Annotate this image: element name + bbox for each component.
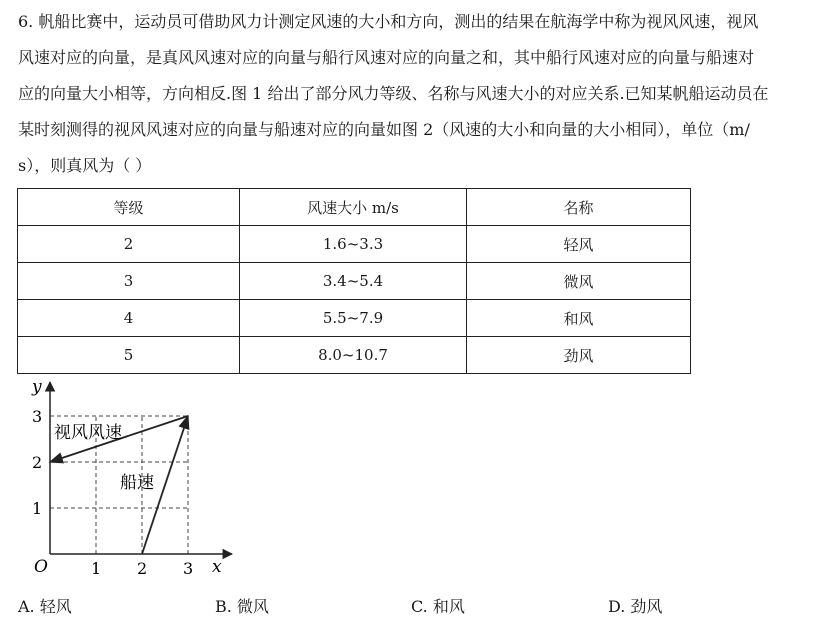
table-row <box>18 226 691 263</box>
cell-level: 4 <box>18 300 240 337</box>
cell-name: 和风 <box>467 300 691 337</box>
cell-speed: 8.0~10.7 <box>240 337 467 374</box>
cell-speed: 1.6~3.3 <box>240 226 467 263</box>
header-name: 名称 <box>467 189 691 226</box>
choice-c[interactable]: C. 和风 <box>411 597 465 616</box>
cell-speed: 5.5~7.9 <box>240 300 467 337</box>
vector-figure <box>0 376 240 576</box>
apparent-wind-label: 视风风速 <box>54 423 122 443</box>
wind-level-table <box>17 188 691 374</box>
question-line-4: 某时刻测得的视风风速对应的向量与船速对应的向量如图 2（风速的大小和向量的大小相同），单位（m/ <box>18 120 750 139</box>
cell-level: 3 <box>18 263 240 300</box>
y-tick-1: 1 <box>32 499 43 518</box>
y-axis-label: y <box>32 377 42 397</box>
origin-label: O <box>34 557 48 576</box>
cell-level: 5 <box>18 337 240 374</box>
cell-name: 轻风 <box>467 226 691 263</box>
x-tick-1: 1 <box>91 559 102 576</box>
choice-d[interactable]: D. 劲风 <box>608 597 663 616</box>
cell-name: 劲风 <box>467 337 691 374</box>
question-text <box>18 4 818 184</box>
table-row <box>18 300 691 337</box>
choice-b[interactable]: B. 微风 <box>215 597 269 616</box>
x-tick-3: 3 <box>183 559 194 576</box>
cell-level: 2 <box>18 226 240 263</box>
y-tick-3: 3 <box>32 407 43 426</box>
table-row <box>18 337 691 374</box>
cell-speed: 3.4~5.4 <box>240 263 467 300</box>
header-speed: 风速大小 m/s <box>240 189 467 226</box>
answer-choices <box>18 594 818 618</box>
question-line-2: 风速对应的向量，是真风风速对应的向量与船行风速对应的向量之和，其中船行风速对应的向量与船速对 <box>18 48 755 67</box>
question-line-1: 6. 帆船比赛中，运动员可借助风力计测定风速的大小和方向，测出的结果在航海学中称为视风风速，视风 <box>18 12 759 31</box>
choice-a[interactable]: A. 轻风 <box>18 597 72 616</box>
x-tick-2: 2 <box>137 559 148 576</box>
question-line-5: s），则真风为（ ） <box>18 156 152 175</box>
table-header-row <box>18 189 691 226</box>
y-tick-2: 2 <box>32 453 43 472</box>
boat-speed-label: 船速 <box>120 473 154 493</box>
cell-name: 微风 <box>467 263 691 300</box>
table-row <box>18 263 691 300</box>
header-level: 等级 <box>18 189 240 226</box>
question-line-3: 应的向量大小相等，方向相反.图 1 给出了部分风力等级、名称与风速大小的对应关系.已知某帆船运动员在 <box>18 84 769 103</box>
x-axis-label: x <box>212 557 222 576</box>
